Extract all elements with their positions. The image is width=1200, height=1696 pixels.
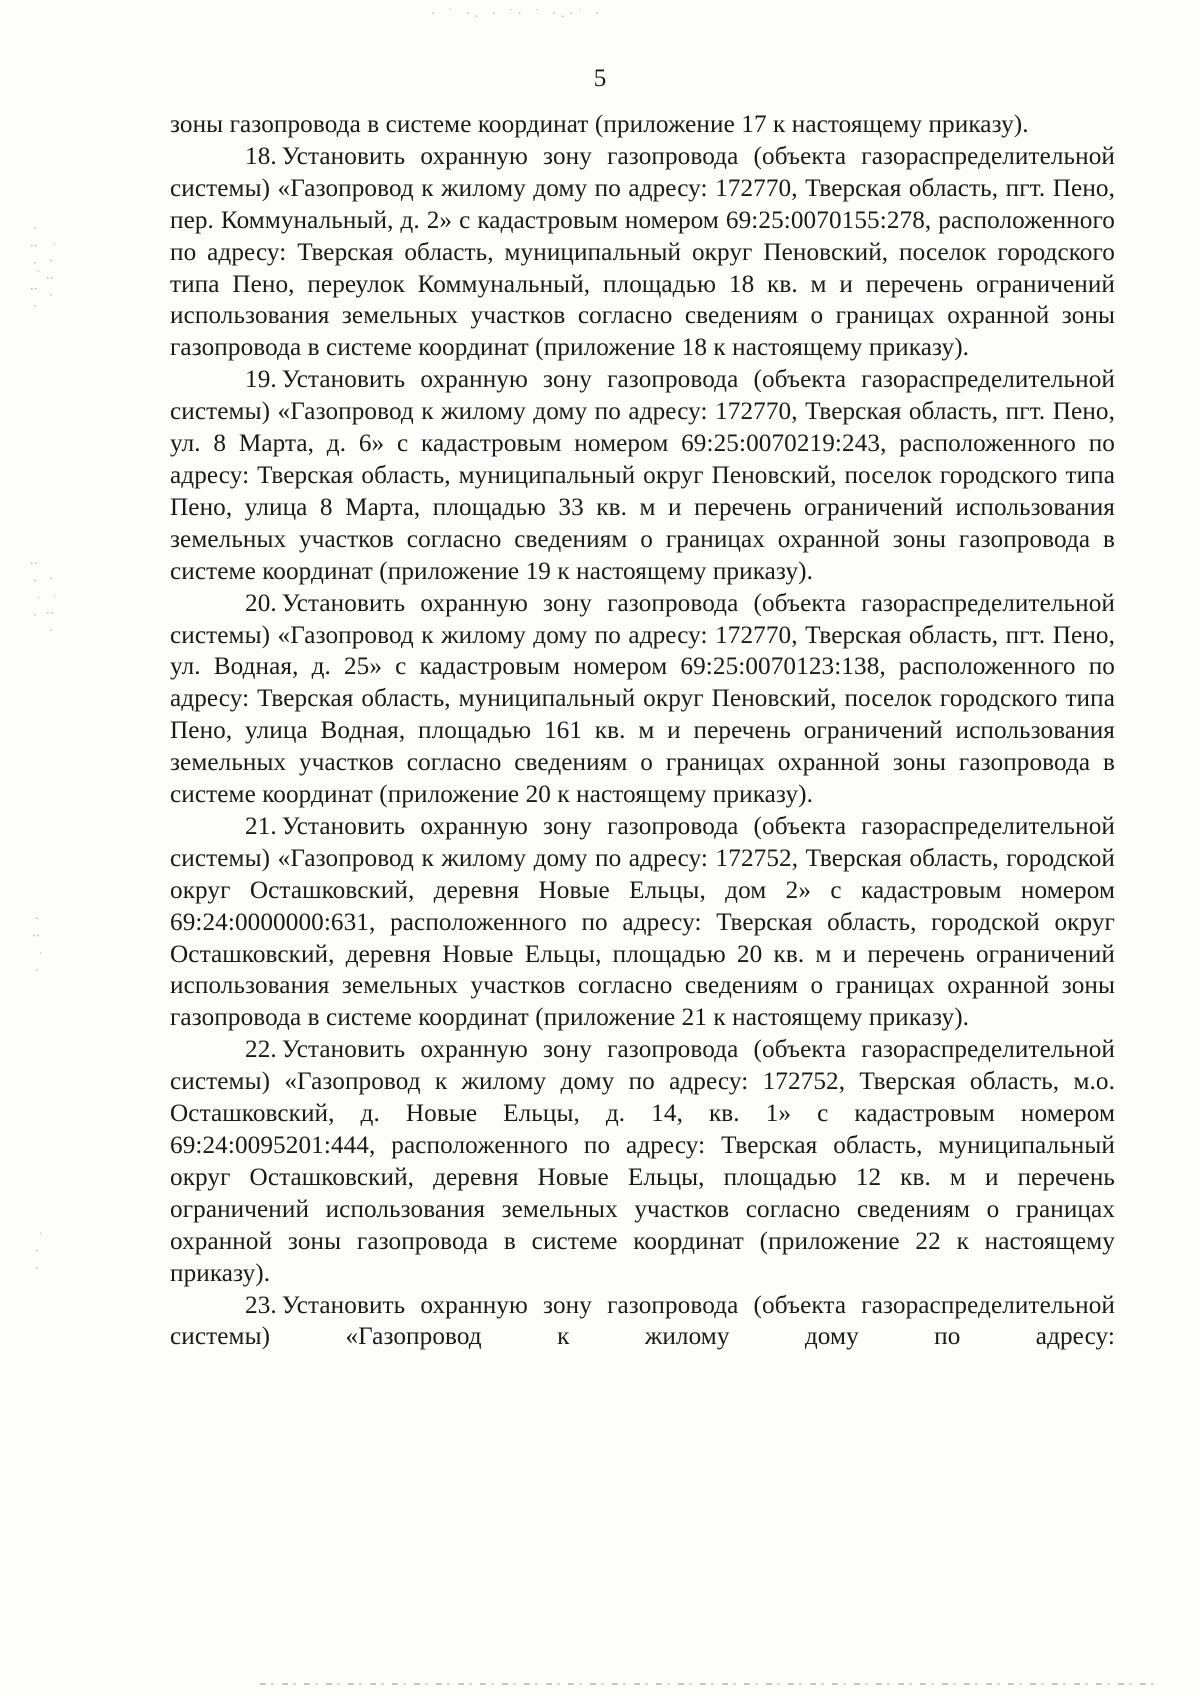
paragraph-text: Установить охранную зону газопровода (объекта газораспределительной системы) «Газопровод к жилому дому по адресу: 172770, Тверская область, пгт. Пено, пер. Коммунальный, д. 2» с кадастровым номером 69:25:0070155:278, расположенного по адресу: Тверская область, муниципальный округ Пеновский, поселок городского типа Пено, переулок Коммунальный, площадью 18 кв. м и перечень ограничений использования земельных участков согласно сведениям о границах охранной зоны газопровода в системе координат (приложение 18 к настоящему приказу).	[170, 142, 1115, 362]
paragraph-item-23	[170, 1290, 1115, 1354]
paragraph-number: 23.	[245, 1291, 277, 1319]
paragraph-text: Установить охранную зону газопровода (объекта газораспределительной системы) «Газопровод к жилому дому по адресу: 172770, Тверская область, пгт. Пено, ул. 8 Марта, д. 6» с кадастровым номером 69:25:0070219:243, расположенного по адресу: Тверская область, муниципальный округ Пеновский, поселок городского типа Пено, улица 8 Марта, площадью 33 кв. м и перечень ограничений использования земельных участков согласно сведениям о границах охранной зоны газопровода в системе координат (приложение 19 к настоящему приказу).	[170, 366, 1115, 585]
scan-noise-left-1: · : ·˙ : ·	[28, 225, 41, 312]
scan-noise-left-6: ˙ · ·	[30, 1230, 43, 1274]
paragraph-text: зоны газопровода в системе координат (приложение 17 к настоящему приказу).	[170, 111, 1029, 138]
scan-noise-left-4: · ˙ : ·	[44, 575, 57, 636]
paragraph-item-18	[170, 141, 1115, 364]
paragraph-text: Установить охранную зону газопровода (объекта газораспределительной системы) «Газопровод к жилому дому по адресу: 172752, Тверская область, городской округ Осташковский, деревня Новые Ельцы, дом 2» с кадастровым номером 69:24:0000000:631, расположенного по адресу: Тверская область, городской округ Осташковский, деревня Новые Ельцы, площадью 20 кв. м и перечень ограничений использования земельных участков согласно сведениям о границах охранной зоны газопровода в системе координат (приложение 21 к настоящему приказу).	[170, 812, 1115, 1032]
paragraph-item-21	[170, 811, 1115, 1034]
paragraph-item-19	[170, 364, 1115, 587]
paragraph-number: 22.	[245, 1036, 277, 1064]
paragraph-continuation	[170, 109, 1115, 141]
page-number: 5	[593, 65, 607, 92]
paragraph-number: 18.	[245, 142, 277, 170]
paragraph-item-22	[170, 1034, 1115, 1289]
paragraph-text: Установить охранную зону газопровода (объекта газораспределительной системы) «Газопровод к жилому дому по адресу: 172752, Тверская область, м.о. Осташковский, д. Новые Ельцы, д. 14, кв. 1» с кадастровым номером 69:24:0095201:444, расположенного по адресу: Тверская область, муниципальный округ Осташковский, деревня Новые Ельцы, площадью 12 кв. м и перечень ограничений использования земельных участков согласно сведениям о границах охранной зоны газопровода в системе координат (приложение 22 к настоящему приказу).	[170, 1036, 1115, 1287]
scan-noise-left-3: : · ˙ ·	[28, 560, 41, 621]
paragraph-item-20	[170, 588, 1115, 811]
paragraph-number: 21.	[245, 812, 277, 840]
paragraph-number: 20.	[245, 589, 277, 617]
scan-noise-top: · ˙ ·. · ˙· ˙ ·.·˙ ·	[430, 7, 603, 20]
document-body	[170, 109, 1115, 1353]
scan-noise-bottom	[260, 1683, 1160, 1685]
paragraph-text: Установить охранную зону газопровода (объекта газораспределительной системы) «Газопровод к жилому дому по адресу:	[170, 1291, 1115, 1351]
paragraph-text: Установить охранную зону газопровода (объекта газораспределительной системы) «Газопровод к жилому дому по адресу: 172770, Тверская область, пгт. Пено, ул. Водная, д. 25» с кадастровым номером 69:25:0070123:138, расположенного по адресу: Тверская область, муниципальный округ Пеновский, поселок городского типа Пено, улица Водная, площадью 161 кв. м и перечень ограничений использования земельных участков согласно сведениям о границах охранной зоны газопровода в системе координат (приложение 20 к настоящему приказу).	[170, 589, 1115, 809]
scan-noise-left-2: ˙ · : ·	[44, 240, 57, 301]
paragraph-number: 19.	[245, 366, 277, 394]
scan-noise-left-5: · : ˙ ·	[30, 915, 43, 976]
